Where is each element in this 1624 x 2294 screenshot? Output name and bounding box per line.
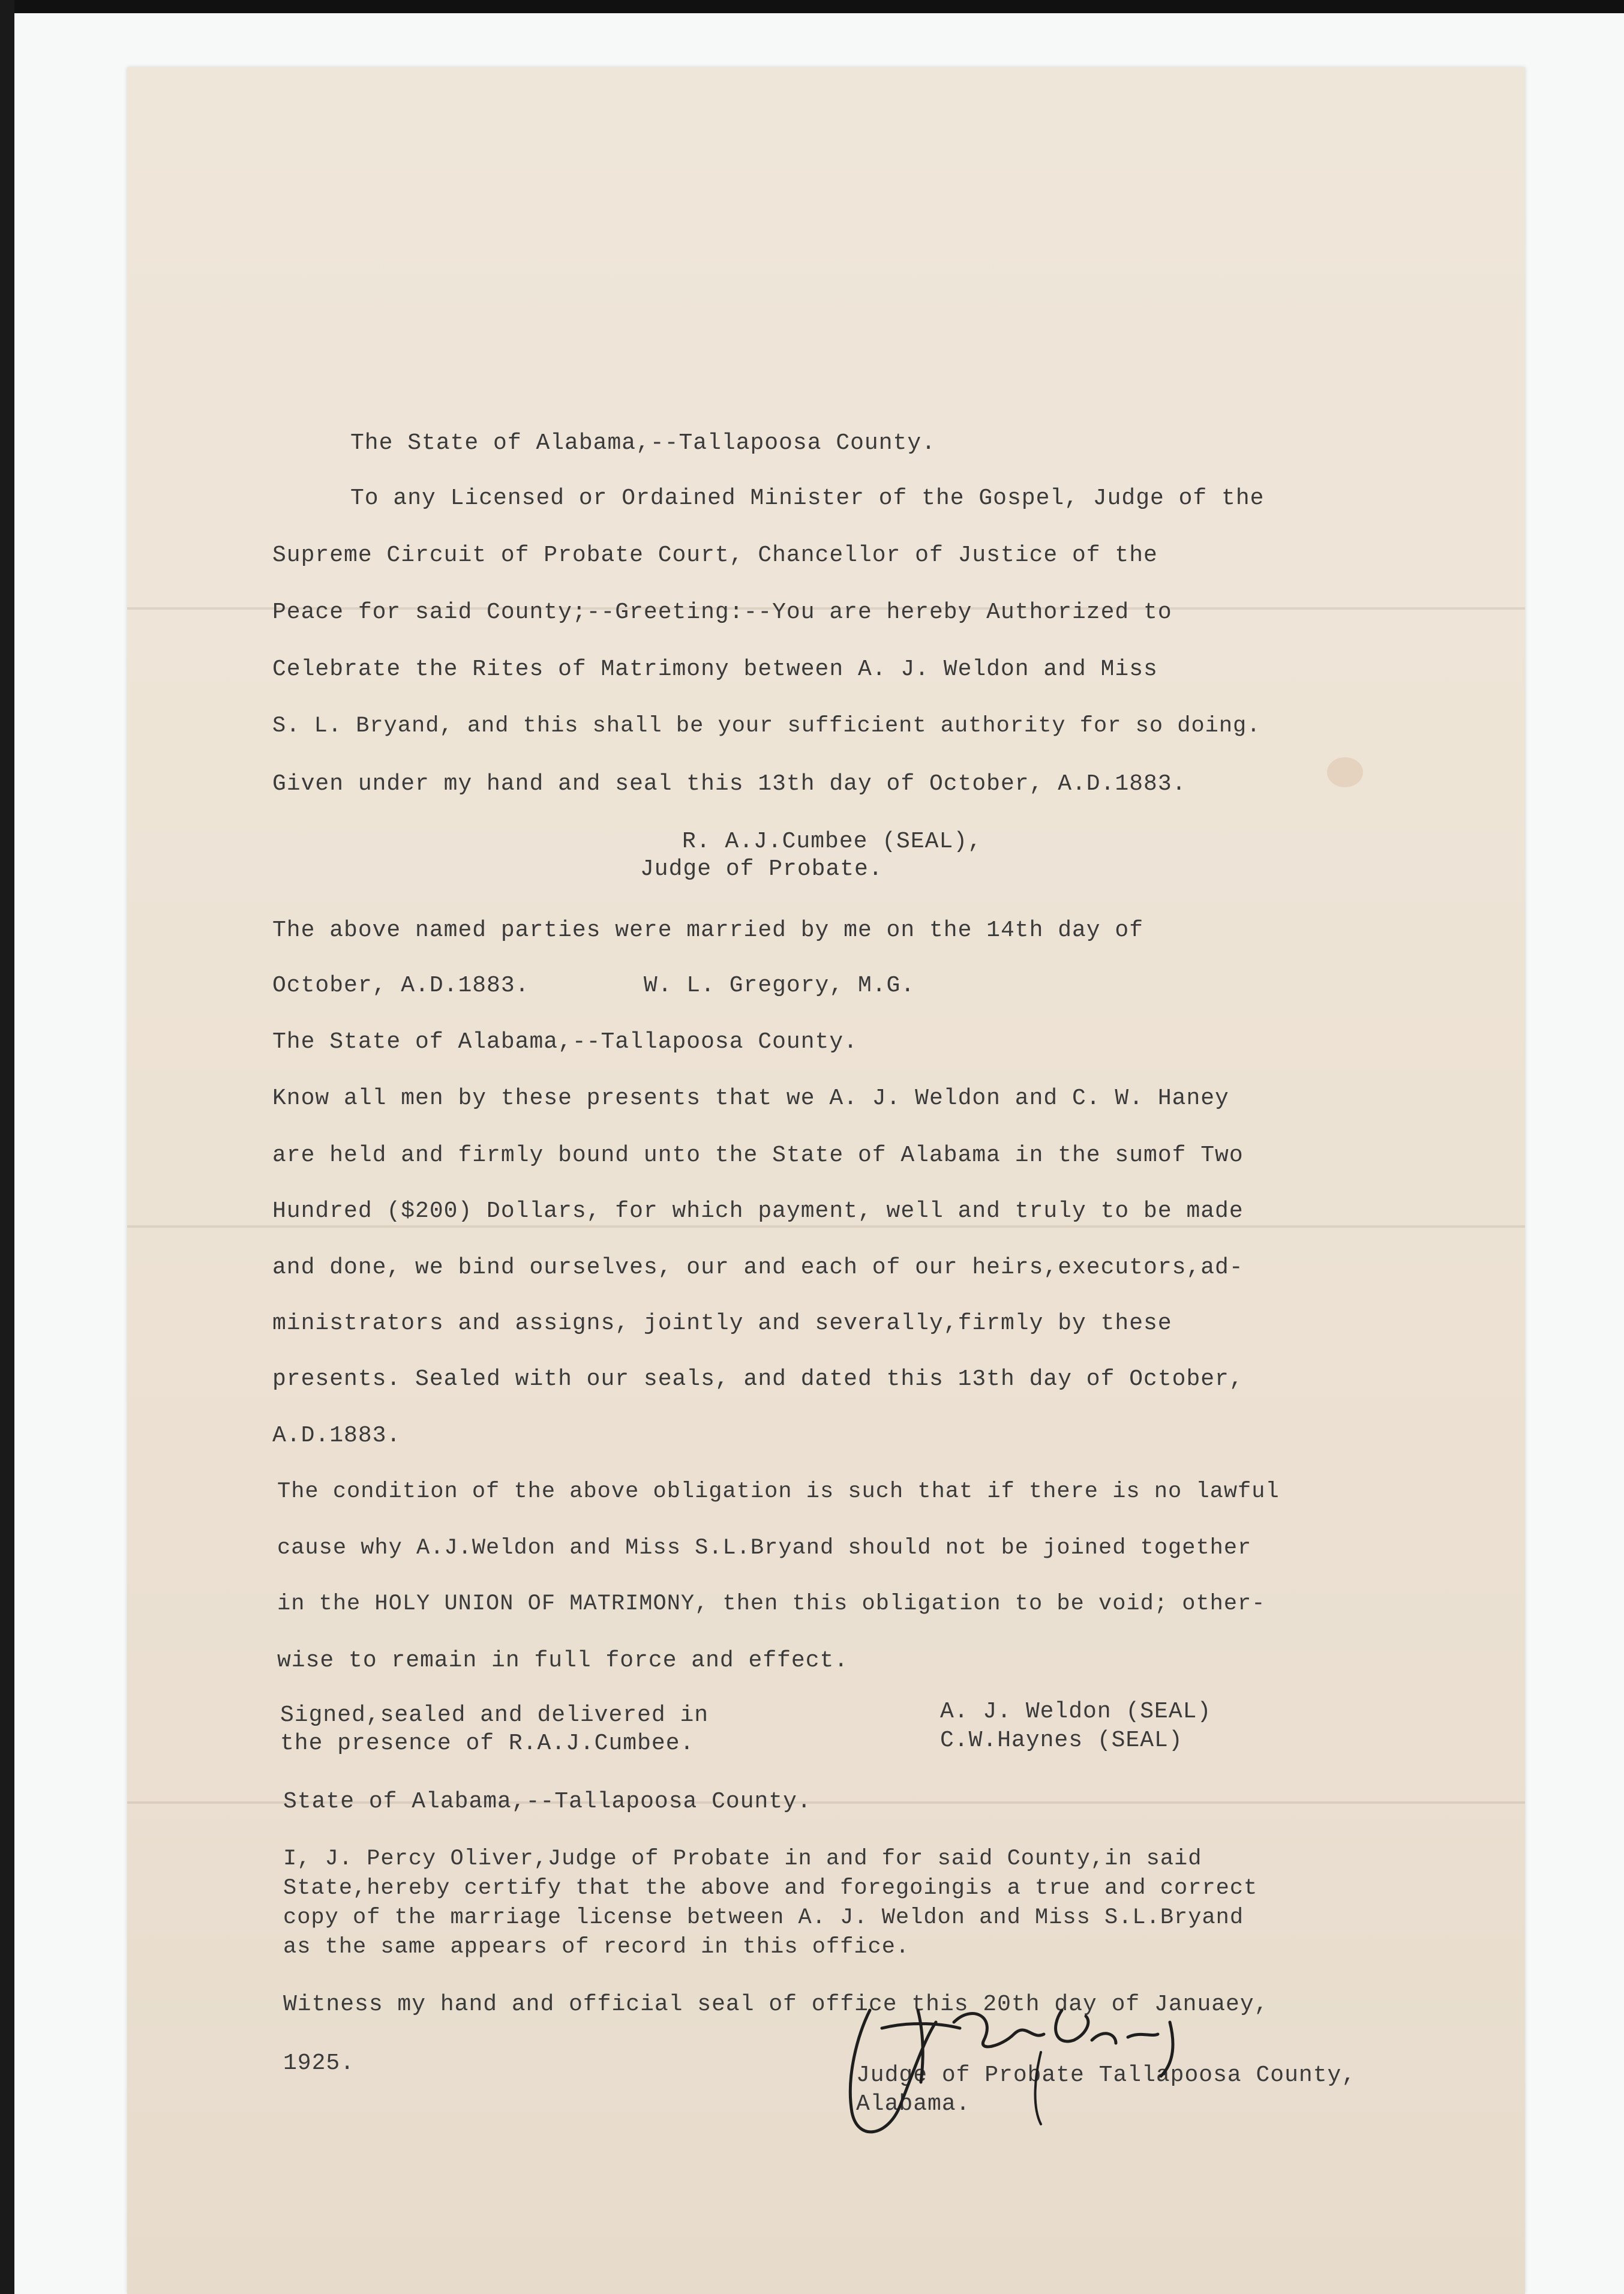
certificate-line: I, J. Percy Oliver,Judge of Probate in and for said County,in said <box>283 1846 1202 1872</box>
section1-signer: R. A.J.Cumbee (SEAL), <box>682 829 982 854</box>
certificate-line: as the same appears of record in this office. <box>283 1935 910 1960</box>
section2-line: The above named parties were married by me on the 14th day of <box>272 917 1144 943</box>
section1-line: Supreme Circuit of Probate Court, Chancellor of Justice of the <box>272 542 1158 568</box>
section1-line: S. L. Bryand, and this shall be your sufficient authority for so doing. <box>272 713 1261 739</box>
section2-line: October, A.D.1883. W. L. Gregory, M.G. <box>272 973 915 998</box>
section1-line: To any Licensed or Ordained Minister of the Gospel, Judge of the <box>350 485 1265 511</box>
paper-stain <box>1327 757 1363 787</box>
section3-line: Know all men by these presents that we A. J. Weldon and C. W. Haney <box>272 1085 1229 1111</box>
section1-signer-title: Judge of Probate. <box>640 856 883 882</box>
signer-line: C.W.Haynes (SEAL) <box>940 1728 1183 1753</box>
judge-signature <box>834 1986 1290 2154</box>
section4-line: cause why A.J.Weldon and Miss S.L.Bryand should not be joined together <box>277 1536 1252 1561</box>
certificate-line: State,hereby certify that the above and foregoingis a true and correct <box>283 1876 1258 1901</box>
section3-line: and done, we bind ourselves, our and each of our heirs,executors,ad- <box>272 1255 1244 1281</box>
certificate-line: copy of the marriage license between A. J. Weldon and Miss S.L.Bryand <box>283 1905 1244 1930</box>
section1-line: Peace for said County;--Greeting:--You are hereby Authorized to <box>272 599 1172 625</box>
signer-line: A. J. Weldon (SEAL) <box>940 1699 1212 1725</box>
witness-line: Signed,sealed and delivered in <box>280 1702 709 1728</box>
section5-heading: State of Alabama,--Tallapoosa County. <box>283 1789 812 1815</box>
scanner-top-edge <box>0 0 1624 13</box>
witness-statement: Witness my hand and official seal of office this 20th day of Januaey, <box>283 1992 1269 2017</box>
section3-line: presents. Sealed with our seals, and dated this 13th day of October, <box>272 1366 1244 1392</box>
certificate-year: 1925. <box>283 2050 355 2076</box>
judge-title: Alabama. <box>856 2091 971 2117</box>
section4-line: The condition of the above obligation is such that if there is no lawful <box>277 1479 1280 1504</box>
section4-line: wise to remain in full force and effect. <box>277 1648 849 1674</box>
witness-line: the presence of R.A.J.Cumbee. <box>280 1731 695 1756</box>
section4-line: in the HOLY UNION OF MATRIMONY, then this obligation to be void; other- <box>277 1591 1266 1617</box>
paper-fold <box>127 1225 1525 1228</box>
section3-line: Hundred ($200) Dollars, for which payment, well and truly to be made <box>272 1198 1244 1224</box>
section1-heading: The State of Alabama,--Tallapoosa County. <box>350 430 936 456</box>
judge-title: Judge of Probate Tallapoosa County, <box>856 2062 1356 2088</box>
scanner-left-edge <box>0 0 14 2294</box>
section1-line: Celebrate the Rites of Matrimony between A. J. Weldon and Miss <box>272 656 1158 682</box>
section3-line: are held and firmly bound unto the State of Alabama in the sumof Two <box>272 1142 1244 1168</box>
document-page <box>127 67 1525 2294</box>
section3-heading: The State of Alabama,--Tallapoosa County. <box>272 1029 858 1055</box>
section3-line: A.D.1883. <box>272 1423 401 1449</box>
section3-line: ministrators and assigns, jointly and severally,firmly by these <box>272 1311 1172 1336</box>
section1-line: Given under my hand and seal this 13th day of October, A.D.1883. <box>272 771 1187 797</box>
